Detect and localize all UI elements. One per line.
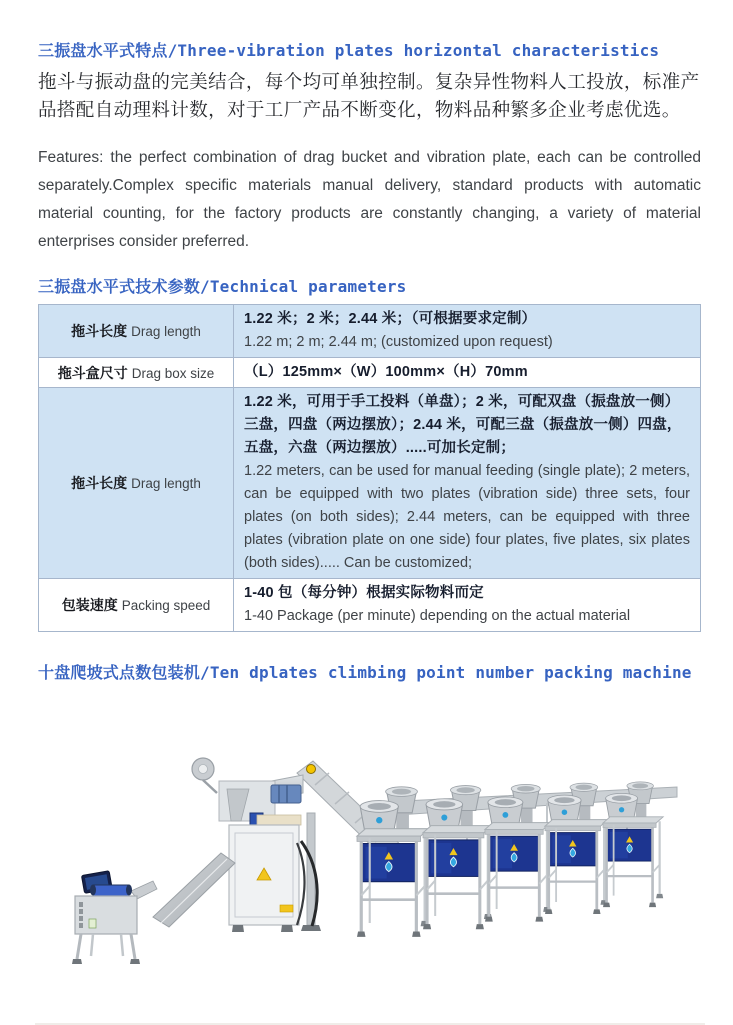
param-label: [39, 358, 234, 388]
param-value-zh: （L）125mm×（W）100mm×（H）70mm: [244, 364, 528, 380]
section1-heading: 三振盘水平式特点/Three-vibration plates horizontal characteristics: [38, 41, 660, 60]
param-value: [234, 579, 701, 632]
param-label-en: Drag length: [131, 476, 201, 491]
technical-parameters-table: [38, 304, 701, 632]
section1-paragraph-en: Features: the perfect combination of drag bucket and vibration plate, each can be controlled separately.Complex specific materials manual delivery, standard products with automatic material counting, for the factory products are constantly changing, a variety of material enterprises consider preferred.: [38, 149, 701, 250]
param-value-zh: 1-40 包（每分钟）根据实际物料而定: [244, 585, 484, 601]
param-value: [234, 358, 701, 388]
machine-photo: [35, 693, 705, 1025]
motor-block: [271, 785, 301, 803]
param-label-zh: 拖斗盒尺寸: [57, 364, 128, 381]
param-label-en: Packing speed: [121, 598, 211, 613]
param-label-en: Drag box size: [131, 365, 215, 381]
section1-paragraph-zh: 拖斗与振动盘的完美结合，每个均可单独控制。复杂异性物料人工投放，标准产品搭配自动理料计数，对于工厂产品不断变化，物料品种繁多企业考虑优选。: [38, 71, 700, 120]
section3-heading: 十盘爬坡式点数包装机/Ten dplates climbing point number packing machine: [38, 663, 692, 682]
param-value-zh: 1.22 米，可用于手工投料（单盘）；2 米，可配双盘（振盘放一侧）三盘，四盘（两边摆放）；2.44 米，可配三盘（振盘放一侧）四盘，五盘，六盘（两边摆放）.....可加长定制；: [244, 394, 682, 456]
param-label-zh: 包装速度: [61, 597, 118, 613]
emergency-stop-button-icon: [307, 765, 316, 774]
param-value-en: 1.22 m; 2 m; 2.44 m; (customized upon request): [244, 334, 553, 350]
param-value-zh: 1.22 米；2 米；2.44 米；（可根据要求定制）: [244, 311, 537, 327]
param-value-en: 1.22 meters, can be used for manual feeding (single plate); 2 meters, can be equipped with two plates (vibration side) three sets, four plates (on both sides); 2.44 meters, can be equipped with three plates (vibration plate on one side) four plates, five plates, six plates (both sides)..... Can be customized;: [244, 463, 690, 571]
param-value-en: 1-40 Package (per minute) depending on the actual material: [244, 608, 631, 624]
table-row-drag-length-1: [39, 305, 701, 358]
belt-conveyor: [93, 885, 129, 896]
param-label: [39, 305, 234, 358]
param-value: [234, 388, 701, 579]
table-row-drag-box-size: [39, 358, 701, 388]
table-row-drag-length-2: [39, 388, 701, 579]
param-label-zh: 拖斗长度: [71, 475, 128, 491]
param-label: [39, 579, 234, 632]
param-label-en: Drag length: [131, 324, 201, 339]
table-row-packing-speed: [39, 579, 701, 632]
packing-machine-line-illustration: [35, 693, 705, 1023]
param-label: [39, 388, 234, 579]
param-value: [234, 305, 701, 358]
param-label-zh: 拖斗长度: [71, 323, 128, 339]
section2-heading: 三振盘水平式技术参数/Technical parameters: [38, 277, 407, 296]
